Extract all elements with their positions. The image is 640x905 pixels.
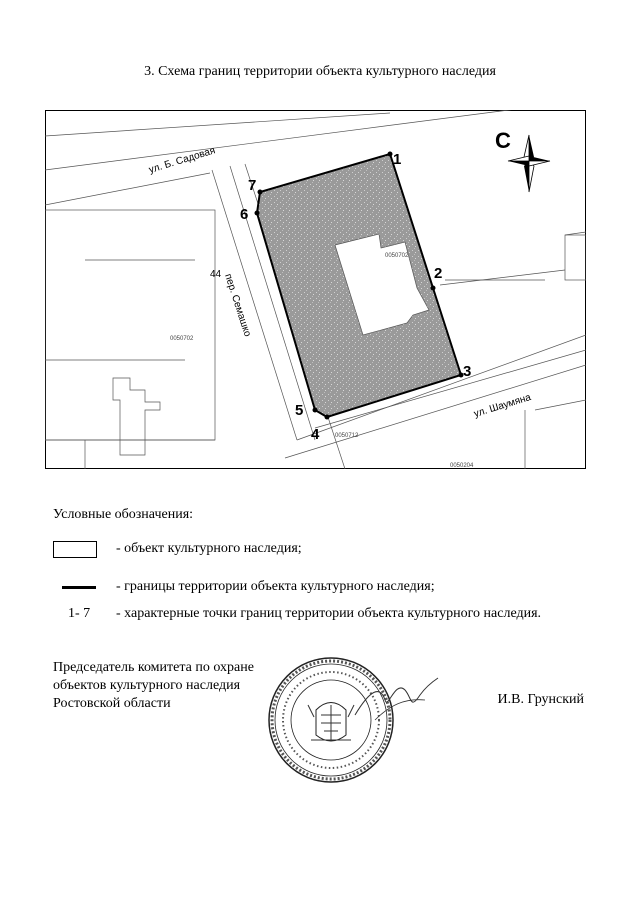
street-label-sadovaya: ул. Б. Садовая bbox=[147, 145, 217, 176]
parcel-code: 0050712 bbox=[335, 433, 359, 439]
legend-title: Условные обозначения: bbox=[53, 507, 194, 522]
point-label-5: 5 bbox=[295, 402, 304, 419]
legend-points-range: 1- 7 bbox=[68, 606, 91, 621]
handwritten-signature bbox=[350, 670, 440, 730]
point-label-6: 6 bbox=[240, 206, 249, 223]
point-5 bbox=[313, 408, 318, 413]
parcel-code: 0050702 bbox=[170, 336, 194, 342]
street-label-shaumyana: ул. Шаумяна bbox=[472, 392, 533, 420]
point-label-7: 7 bbox=[248, 177, 257, 194]
point-label-4: 4 bbox=[311, 426, 320, 443]
parcel-code: 0050204 bbox=[450, 463, 474, 469]
boundary-map bbox=[45, 110, 586, 469]
point-4 bbox=[325, 415, 330, 420]
point-7 bbox=[258, 190, 263, 195]
signatory-line-2: объектов культурного наследия bbox=[53, 678, 241, 693]
signatory-line-3: Ростовской области bbox=[53, 696, 171, 711]
street-label-semashko: пер. Семашко bbox=[222, 272, 253, 339]
parcel-code: 0050702 bbox=[385, 253, 409, 259]
point-label-2: 2 bbox=[434, 265, 443, 282]
legend-boundary-text: - границы территории объекта культурного наследия; bbox=[116, 579, 435, 594]
point-label-1: 1 bbox=[393, 151, 402, 168]
point-6 bbox=[255, 211, 260, 216]
point-1 bbox=[388, 152, 393, 157]
legend-points-text: - характерные точки границ территории объекта культурного наследия. bbox=[116, 606, 542, 621]
legend-object-text: - объект культурного наследия; bbox=[116, 541, 302, 556]
point-2 bbox=[431, 286, 436, 291]
signatory-title bbox=[53, 659, 254, 713]
north-label: С bbox=[495, 128, 511, 153]
signer-name: И.В. Грунский bbox=[497, 692, 584, 707]
house-number: 44 bbox=[210, 269, 222, 280]
point-label-3: 3 bbox=[463, 363, 472, 380]
document-title: 3. Схема границ территории объекта культурного наследия bbox=[144, 64, 496, 79]
legend-boundary-symbol bbox=[62, 586, 96, 589]
signatory-line-1: Председатель комитета по охране bbox=[53, 660, 254, 675]
legend-object-symbol bbox=[53, 541, 97, 558]
